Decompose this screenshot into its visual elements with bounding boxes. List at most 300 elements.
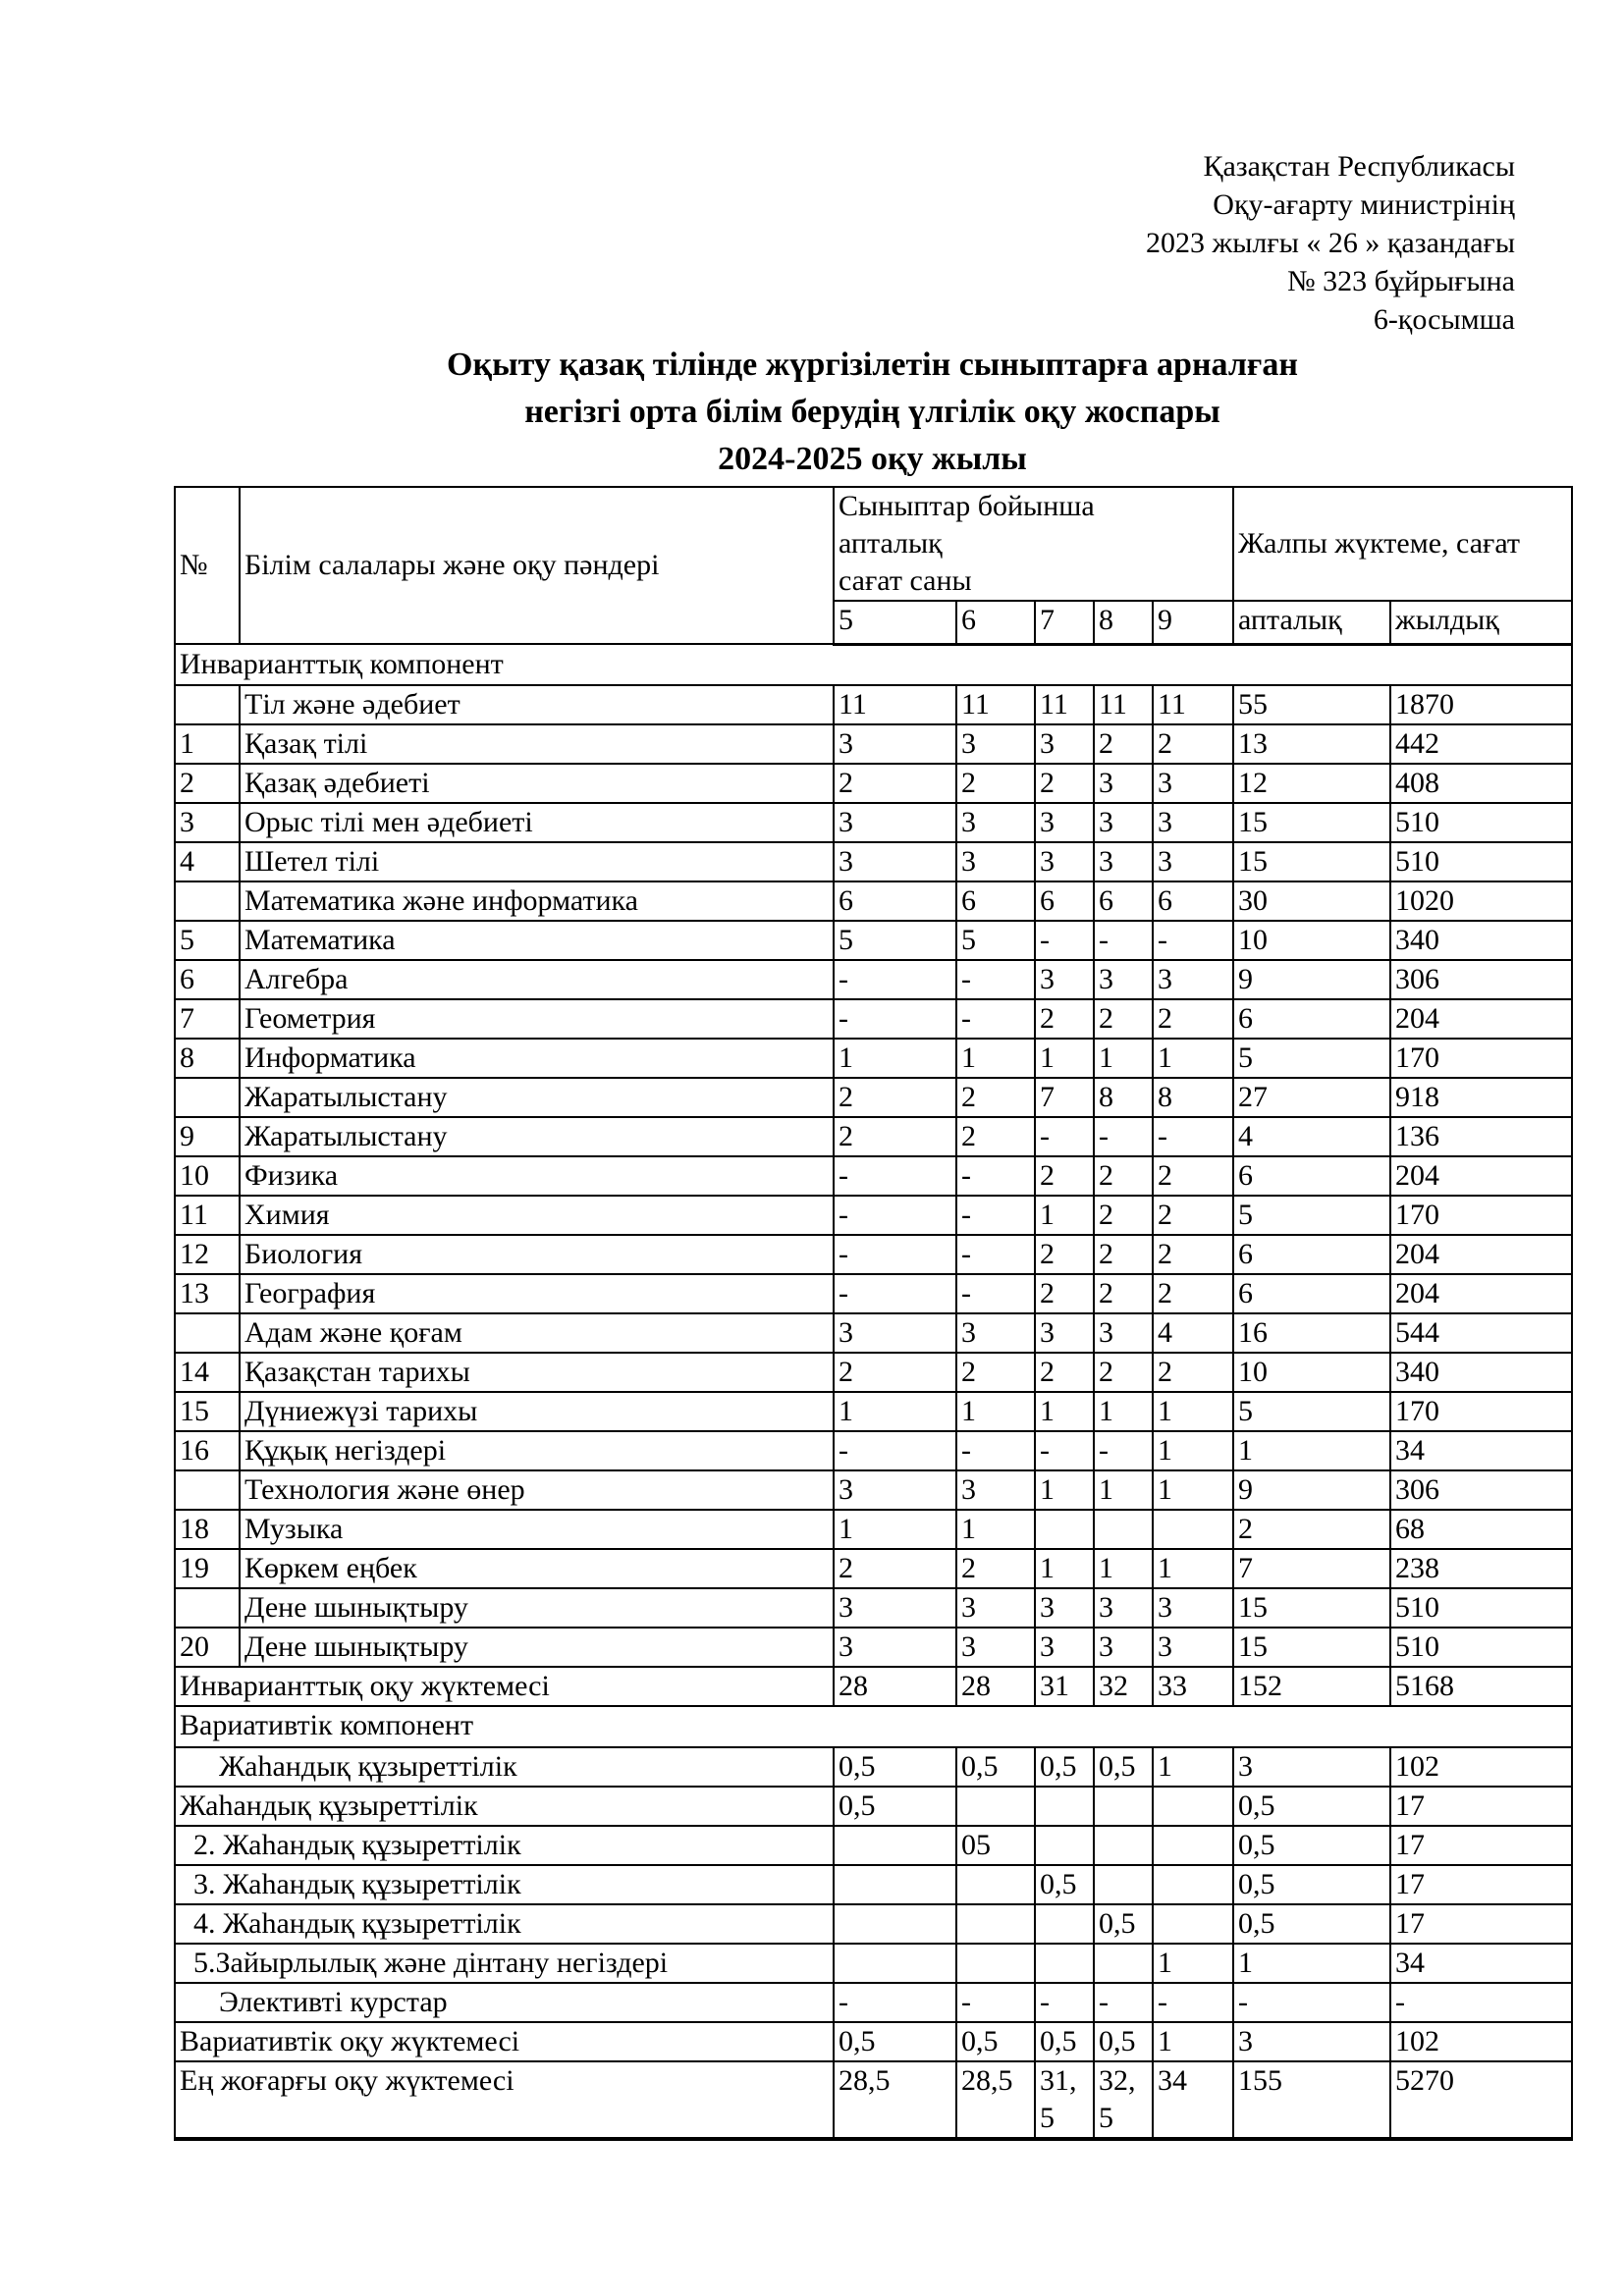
weekly-total-cell: 27 bbox=[1233, 1078, 1390, 1117]
yearly-total-cell: 170 bbox=[1390, 1392, 1572, 1431]
grade-7-cell: - bbox=[1035, 1983, 1094, 2022]
subject-cell: Инварианттық оқу жүктемесі bbox=[175, 1667, 834, 1706]
grade-5-cell: - bbox=[834, 1274, 956, 1313]
grade-9-cell: 3 bbox=[1153, 764, 1233, 803]
grade-5-cell: 6 bbox=[834, 881, 956, 921]
subject-cell: Орыс тілі мен әдебиеті bbox=[240, 803, 834, 842]
grade-5-cell: - bbox=[834, 1983, 956, 2022]
weekly-total-cell: 155 bbox=[1233, 2061, 1390, 2139]
subject-cell: Математика bbox=[240, 921, 834, 960]
grade-8-cell: 3 bbox=[1094, 960, 1153, 999]
grade-5-cell: 2 bbox=[834, 1353, 956, 1392]
table-row bbox=[175, 921, 1572, 960]
grade-6-cell: 28 bbox=[956, 1667, 1035, 1706]
decree-reference-block bbox=[1146, 147, 1515, 339]
subject-cell: Адам және қоғам bbox=[240, 1313, 834, 1353]
grade-8-cell: 0,5 bbox=[1094, 2022, 1153, 2061]
yearly-total-cell: 17 bbox=[1390, 1904, 1572, 1944]
yearly-total-cell: 544 bbox=[1390, 1313, 1572, 1353]
grade-8-cell bbox=[1094, 1944, 1153, 1983]
table-row bbox=[175, 1588, 1572, 1628]
yearly-total-cell: 340 bbox=[1390, 921, 1572, 960]
title-line: Оқыту қазақ тілінде жүргізілетін сыныптарға арналған bbox=[447, 347, 1298, 383]
curriculum-table bbox=[174, 486, 1573, 2141]
grade-5-cell bbox=[834, 1826, 956, 1865]
grade-6-cell: 3 bbox=[956, 1470, 1035, 1510]
grade-8-cell: 2 bbox=[1094, 1274, 1153, 1313]
grade-9-cell: 1 bbox=[1153, 1470, 1233, 1510]
grade-9-cell bbox=[1153, 1787, 1233, 1826]
grade-6-cell: 3 bbox=[956, 1588, 1035, 1628]
grade-9-cell: 1 bbox=[1153, 2022, 1233, 2061]
subject-cell: 2. Жаһандық құзыреттілік bbox=[175, 1826, 834, 1865]
grade-9-cell: 2 bbox=[1153, 1235, 1233, 1274]
weekly-subheader: апталық bbox=[1233, 601, 1390, 644]
subject-cell: Физика bbox=[240, 1156, 834, 1196]
weekly-total-cell: 15 bbox=[1233, 1588, 1390, 1628]
grade-7-cell: 1 bbox=[1035, 1392, 1094, 1431]
grade-9-cell: 8 bbox=[1153, 1078, 1233, 1117]
grade-8-cell: 2 bbox=[1094, 1353, 1153, 1392]
yearly-total-cell: 204 bbox=[1390, 1235, 1572, 1274]
decree-line: Оқу-ағарту министрінің bbox=[1213, 188, 1515, 221]
table-row bbox=[175, 1787, 1572, 1826]
grade-8-cell: 3 bbox=[1094, 842, 1153, 881]
table-row bbox=[175, 1313, 1572, 1353]
table-row bbox=[175, 1274, 1572, 1313]
decree-line: 6-қосымша bbox=[1373, 303, 1515, 336]
num-cell: 15 bbox=[175, 1392, 240, 1431]
grade-9-cell bbox=[1153, 1510, 1233, 1549]
grade-9-cell: 4 bbox=[1153, 1313, 1233, 1353]
grade-7-cell: 3 bbox=[1035, 803, 1094, 842]
table-row bbox=[175, 2061, 1572, 2139]
yearly-total-cell: 204 bbox=[1390, 999, 1572, 1039]
num-cell bbox=[175, 1470, 240, 1510]
decree-line: № 323 бұйрығына bbox=[1287, 265, 1515, 297]
grade-5-cell: 5 bbox=[834, 921, 956, 960]
subject-cell: Элективті курстар bbox=[175, 1983, 834, 2022]
yearly-total-cell: 1020 bbox=[1390, 881, 1572, 921]
subject-cell: Ең жоғарғы оқу жүктемесі bbox=[175, 2061, 834, 2139]
grade-6-cell: 3 bbox=[956, 1628, 1035, 1667]
grade-5-cell bbox=[834, 1904, 956, 1944]
grade-6-cell bbox=[956, 1787, 1035, 1826]
table-row bbox=[175, 1431, 1572, 1470]
num-cell: 20 bbox=[175, 1628, 240, 1667]
table-row bbox=[175, 1392, 1572, 1431]
table-row bbox=[175, 1117, 1572, 1156]
yearly-total-cell: 170 bbox=[1390, 1039, 1572, 1078]
subjects-column-header: Білім салалары және оқу пәндері bbox=[240, 487, 834, 644]
grade-5-cell: - bbox=[834, 1196, 956, 1235]
weekly-total-cell: 10 bbox=[1233, 921, 1390, 960]
weekly-total-cell: 152 bbox=[1233, 1667, 1390, 1706]
grade-7-cell: - bbox=[1035, 921, 1094, 960]
weekly-total-cell: 6 bbox=[1233, 1235, 1390, 1274]
grade-7-cell: 0,5 bbox=[1035, 1865, 1094, 1904]
grade-6-cell: - bbox=[956, 1983, 1035, 2022]
grade-6-cell: - bbox=[956, 1235, 1035, 1274]
grade-8-cell: 3 bbox=[1094, 1588, 1153, 1628]
grade-7-cell: 7 bbox=[1035, 1078, 1094, 1117]
grade-7-header: 7 bbox=[1035, 601, 1094, 644]
grade-8-cell: 11 bbox=[1094, 685, 1153, 724]
table-row bbox=[175, 1747, 1572, 1787]
weekly-hours-header bbox=[834, 487, 1233, 601]
grade-8-cell: - bbox=[1094, 1431, 1153, 1470]
grade-8-cell: 32 bbox=[1094, 1667, 1153, 1706]
table-row bbox=[175, 960, 1572, 999]
grade-7-cell: 2 bbox=[1035, 764, 1094, 803]
grade-7-cell: 0,5 bbox=[1035, 1747, 1094, 1787]
num-cell bbox=[175, 881, 240, 921]
subject-cell: Тіл және әдебиет bbox=[240, 685, 834, 724]
subject-cell: Дүниежүзі тарихы bbox=[240, 1392, 834, 1431]
yearly-subheader: жылдық bbox=[1390, 601, 1572, 644]
grade-5-cell: 2 bbox=[834, 1549, 956, 1588]
num-cell: 6 bbox=[175, 960, 240, 999]
table-header bbox=[175, 487, 1572, 644]
grade-5-cell: 1 bbox=[834, 1510, 956, 1549]
weekly-total-cell: 30 bbox=[1233, 881, 1390, 921]
yearly-total-cell: 102 bbox=[1390, 1747, 1572, 1787]
subject-cell: Құқық негіздері bbox=[240, 1431, 834, 1470]
table-row bbox=[175, 2022, 1572, 2061]
grade-6-cell: 5 bbox=[956, 921, 1035, 960]
grade-9-cell: - bbox=[1153, 1983, 1233, 2022]
yearly-total-cell: 17 bbox=[1390, 1787, 1572, 1826]
title-line: 2024-2025 оқу жылы bbox=[718, 441, 1027, 477]
weekly-total-cell: 13 bbox=[1233, 724, 1390, 764]
grade-6-cell: 2 bbox=[956, 1549, 1035, 1588]
grade-8-cell: 3 bbox=[1094, 1628, 1153, 1667]
yearly-total-cell: 510 bbox=[1390, 1628, 1572, 1667]
grade-8-cell: 1 bbox=[1094, 1549, 1153, 1588]
yearly-total-cell: 170 bbox=[1390, 1196, 1572, 1235]
grade-7-cell: 2 bbox=[1035, 1274, 1094, 1313]
grade-5-cell: 28,5 bbox=[834, 2061, 956, 2139]
grade-5-cell: - bbox=[834, 1235, 956, 1274]
section-row bbox=[175, 1706, 1572, 1747]
yearly-total-cell: 204 bbox=[1390, 1274, 1572, 1313]
grade-9-cell: 3 bbox=[1153, 1588, 1233, 1628]
subject-cell: Жаратылыстану bbox=[240, 1117, 834, 1156]
table-row bbox=[175, 1470, 1572, 1510]
yearly-total-cell: 510 bbox=[1390, 1588, 1572, 1628]
grade-6-cell: 2 bbox=[956, 764, 1035, 803]
num-cell: 9 bbox=[175, 1117, 240, 1156]
grade-5-cell: 11 bbox=[834, 685, 956, 724]
grade-8-cell: 2 bbox=[1094, 724, 1153, 764]
grade-9-cell: 3 bbox=[1153, 1628, 1233, 1667]
weekly-total-cell: 2 bbox=[1233, 1510, 1390, 1549]
yearly-total-cell: 918 bbox=[1390, 1078, 1572, 1117]
num-cell: 7 bbox=[175, 999, 240, 1039]
grade-5-cell: 3 bbox=[834, 1588, 956, 1628]
grade-5-cell: - bbox=[834, 960, 956, 999]
grade-8-cell: 2 bbox=[1094, 1196, 1153, 1235]
grade-7-cell: 3 bbox=[1035, 1628, 1094, 1667]
num-cell: 10 bbox=[175, 1156, 240, 1196]
weekly-total-cell: 55 bbox=[1233, 685, 1390, 724]
subject-cell: Жаһандық құзыреттілік bbox=[175, 1747, 834, 1787]
grade-6-cell: 1 bbox=[956, 1039, 1035, 1078]
subject-cell: Химия bbox=[240, 1196, 834, 1235]
grade-6-cell: 3 bbox=[956, 803, 1035, 842]
grade-8-cell: 2 bbox=[1094, 999, 1153, 1039]
num-cell: 16 bbox=[175, 1431, 240, 1470]
weekly-hours-header-line: апталық bbox=[839, 527, 943, 560]
grade-7-cell: 1 bbox=[1035, 1470, 1094, 1510]
subject-cell: Информатика bbox=[240, 1039, 834, 1078]
grade-8-cell: 8 bbox=[1094, 1078, 1153, 1117]
grade-9-cell: 2 bbox=[1153, 1274, 1233, 1313]
grade-9-cell: 6 bbox=[1153, 881, 1233, 921]
table-row bbox=[175, 1865, 1572, 1904]
grade-8-cell bbox=[1094, 1865, 1153, 1904]
grade-8-cell: - bbox=[1094, 1983, 1153, 2022]
subject-cell: 4. Жаһандық құзыреттілік bbox=[175, 1904, 834, 1944]
grade-5-cell: 3 bbox=[834, 803, 956, 842]
grade-7-cell: - bbox=[1035, 1431, 1094, 1470]
grade-8-cell: 1 bbox=[1094, 1039, 1153, 1078]
table-row bbox=[175, 685, 1572, 724]
table-row bbox=[175, 1628, 1572, 1667]
weekly-total-cell: 15 bbox=[1233, 842, 1390, 881]
grade-6-cell: 1 bbox=[956, 1510, 1035, 1549]
grade-7-cell: 31,5 bbox=[1035, 2061, 1094, 2139]
weekly-total-cell: 4 bbox=[1233, 1117, 1390, 1156]
num-cell: 5 bbox=[175, 921, 240, 960]
section-label: Инварианттық компонент bbox=[175, 644, 1572, 685]
yearly-total-cell: 34 bbox=[1390, 1431, 1572, 1470]
yearly-total-cell: 238 bbox=[1390, 1549, 1572, 1588]
table-row bbox=[175, 1353, 1572, 1392]
weekly-total-cell: 9 bbox=[1233, 960, 1390, 999]
grade-7-cell bbox=[1035, 1510, 1094, 1549]
grade-5-cell: 3 bbox=[834, 724, 956, 764]
num-cell: 2 bbox=[175, 764, 240, 803]
num-column-header: № bbox=[175, 487, 240, 644]
grade-8-cell: 32,5 bbox=[1094, 2061, 1153, 2139]
weekly-total-cell: 16 bbox=[1233, 1313, 1390, 1353]
grade-8-cell bbox=[1094, 1826, 1153, 1865]
grade-9-cell: 1 bbox=[1153, 1747, 1233, 1787]
yearly-total-cell: 5168 bbox=[1390, 1667, 1572, 1706]
grade-7-cell: 1 bbox=[1035, 1196, 1094, 1235]
weekly-total-cell: 5 bbox=[1233, 1392, 1390, 1431]
grade-6-cell: 0,5 bbox=[956, 1747, 1035, 1787]
weekly-total-cell: 7 bbox=[1233, 1549, 1390, 1588]
num-cell: 18 bbox=[175, 1510, 240, 1549]
grade-9-cell: - bbox=[1153, 1117, 1233, 1156]
grade-7-cell: 3 bbox=[1035, 960, 1094, 999]
table-row bbox=[175, 1904, 1572, 1944]
grade-9-cell: 1 bbox=[1153, 1431, 1233, 1470]
grade-9-cell: 3 bbox=[1153, 803, 1233, 842]
yearly-total-cell: 306 bbox=[1390, 1470, 1572, 1510]
subject-cell: Математика және информатика bbox=[240, 881, 834, 921]
weekly-total-cell: 0,5 bbox=[1233, 1865, 1390, 1904]
yearly-total-cell: 17 bbox=[1390, 1865, 1572, 1904]
grade-5-cell: - bbox=[834, 999, 956, 1039]
grade-6-cell: 28,5 bbox=[956, 2061, 1035, 2139]
weekly-total-cell: 5 bbox=[1233, 1039, 1390, 1078]
grade-8-cell: 3 bbox=[1094, 1313, 1153, 1353]
grade-5-cell: 28 bbox=[834, 1667, 956, 1706]
yearly-total-cell: 68 bbox=[1390, 1510, 1572, 1549]
weekly-total-cell: 5 bbox=[1233, 1196, 1390, 1235]
grade-7-cell: 3 bbox=[1035, 842, 1094, 881]
table-row bbox=[175, 1549, 1572, 1588]
grade-5-cell: - bbox=[834, 1431, 956, 1470]
subject-cell: Вариативтік оқу жүктемесі bbox=[175, 2022, 834, 2061]
grade-6-cell: 3 bbox=[956, 842, 1035, 881]
grade-8-cell: 6 bbox=[1094, 881, 1153, 921]
weekly-total-cell: 0,5 bbox=[1233, 1826, 1390, 1865]
grade-6-cell: 2 bbox=[956, 1117, 1035, 1156]
weekly-total-cell: 0,5 bbox=[1233, 1904, 1390, 1944]
weekly-total-cell: 0,5 bbox=[1233, 1787, 1390, 1826]
grade-7-cell: 11 bbox=[1035, 685, 1094, 724]
num-cell: 4 bbox=[175, 842, 240, 881]
table-row bbox=[175, 1983, 1572, 2022]
grade-9-cell: 1 bbox=[1153, 1392, 1233, 1431]
subject-cell: Геометрия bbox=[240, 999, 834, 1039]
grade-6-cell bbox=[956, 1944, 1035, 1983]
weekly-total-cell: 1 bbox=[1233, 1431, 1390, 1470]
grade-5-cell: 1 bbox=[834, 1392, 956, 1431]
yearly-total-cell: 102 bbox=[1390, 2022, 1572, 2061]
grade-6-cell: 2 bbox=[956, 1353, 1035, 1392]
decree-line: Қазақстан Республикасы bbox=[1203, 150, 1515, 183]
table-row bbox=[175, 803, 1572, 842]
grade-5-cell: 3 bbox=[834, 842, 956, 881]
yearly-total-cell: 136 bbox=[1390, 1117, 1572, 1156]
weekly-total-cell: 1 bbox=[1233, 1944, 1390, 1983]
yearly-total-cell: - bbox=[1390, 1983, 1572, 2022]
grade-9-cell: 34 bbox=[1153, 2061, 1233, 2139]
subject-cell: Технология және өнер bbox=[240, 1470, 834, 1510]
grade-6-cell: 11 bbox=[956, 685, 1035, 724]
weekly-total-cell: 6 bbox=[1233, 1274, 1390, 1313]
weekly-total-cell: 10 bbox=[1233, 1353, 1390, 1392]
yearly-total-cell: 442 bbox=[1390, 724, 1572, 764]
grade-6-cell bbox=[956, 1904, 1035, 1944]
grade-9-cell: 2 bbox=[1153, 724, 1233, 764]
grade-5-cell: 0,5 bbox=[834, 2022, 956, 2061]
yearly-total-cell: 1870 bbox=[1390, 685, 1572, 724]
grade-9-cell bbox=[1153, 1826, 1233, 1865]
num-cell bbox=[175, 685, 240, 724]
num-cell bbox=[175, 1078, 240, 1117]
grade-6-cell: 05 bbox=[956, 1826, 1035, 1865]
grade-6-cell: 1 bbox=[956, 1392, 1035, 1431]
grade-7-cell: - bbox=[1035, 1117, 1094, 1156]
grade-9-cell: 33 bbox=[1153, 1667, 1233, 1706]
num-cell bbox=[175, 1588, 240, 1628]
grade-5-cell: 2 bbox=[834, 1078, 956, 1117]
grade-6-cell: 3 bbox=[956, 1313, 1035, 1353]
weekly-total-cell: 3 bbox=[1233, 2022, 1390, 2061]
yearly-total-cell: 17 bbox=[1390, 1826, 1572, 1865]
grade-9-header: 9 bbox=[1153, 601, 1233, 644]
grade-7-cell: 6 bbox=[1035, 881, 1094, 921]
weekly-total-cell: 15 bbox=[1233, 1628, 1390, 1667]
grade-9-cell: 2 bbox=[1153, 1353, 1233, 1392]
grade-7-cell: 1 bbox=[1035, 1039, 1094, 1078]
grade-6-cell: - bbox=[956, 960, 1035, 999]
grade-7-cell: 0,5 bbox=[1035, 2022, 1094, 2061]
grade-7-cell: 2 bbox=[1035, 1353, 1094, 1392]
table-row bbox=[175, 1667, 1572, 1706]
subject-cell: Көркем еңбек bbox=[240, 1549, 834, 1588]
num-cell: 11 bbox=[175, 1196, 240, 1235]
grade-7-cell: 2 bbox=[1035, 1156, 1094, 1196]
subject-cell: Қазақ әдебиеті bbox=[240, 764, 834, 803]
grade-8-cell: 1 bbox=[1094, 1392, 1153, 1431]
grade-8-cell bbox=[1094, 1787, 1153, 1826]
grade-7-cell: 2 bbox=[1035, 1235, 1094, 1274]
grade-7-cell bbox=[1035, 1904, 1094, 1944]
yearly-total-cell: 306 bbox=[1390, 960, 1572, 999]
num-cell: 12 bbox=[175, 1235, 240, 1274]
section-label: Вариативтік компонент bbox=[175, 1706, 1572, 1747]
table-row bbox=[175, 999, 1572, 1039]
grade-8-cell: 3 bbox=[1094, 764, 1153, 803]
grade-7-cell bbox=[1035, 1826, 1094, 1865]
num-cell: 1 bbox=[175, 724, 240, 764]
grade-8-cell: - bbox=[1094, 1117, 1153, 1156]
grade-8-cell: - bbox=[1094, 921, 1153, 960]
weekly-hours-header-line: Сыныптар бойынша bbox=[839, 490, 1095, 522]
yearly-total-cell: 5270 bbox=[1390, 2061, 1572, 2139]
yearly-total-cell: 34 bbox=[1390, 1944, 1572, 1983]
subject-cell: Дене шынықтыру bbox=[240, 1588, 834, 1628]
grade-7-cell: 3 bbox=[1035, 1588, 1094, 1628]
subject-cell: Жаратылыстану bbox=[240, 1078, 834, 1117]
table-row bbox=[175, 1510, 1572, 1549]
grade-5-header: 5 bbox=[834, 601, 956, 644]
grade-9-cell: 11 bbox=[1153, 685, 1233, 724]
yearly-total-cell: 510 bbox=[1390, 803, 1572, 842]
grade-6-cell bbox=[956, 1865, 1035, 1904]
grade-5-cell: 3 bbox=[834, 1470, 956, 1510]
table-row bbox=[175, 1944, 1572, 1983]
subject-cell: Шетел тілі bbox=[240, 842, 834, 881]
grade-7-cell: 1 bbox=[1035, 1549, 1094, 1588]
grade-9-cell: 3 bbox=[1153, 960, 1233, 999]
table-row bbox=[175, 1078, 1572, 1117]
num-cell: 19 bbox=[175, 1549, 240, 1588]
title-line: негізгі орта білім берудің үлгілік оқу жоспары bbox=[524, 394, 1220, 430]
weekly-hours-header-line: сағат саны bbox=[839, 564, 972, 597]
grade-8-cell bbox=[1094, 1510, 1153, 1549]
grade-5-cell: 1 bbox=[834, 1039, 956, 1078]
num-cell: 8 bbox=[175, 1039, 240, 1078]
table-row bbox=[175, 1156, 1572, 1196]
grade-9-cell: - bbox=[1153, 921, 1233, 960]
grade-7-cell bbox=[1035, 1787, 1094, 1826]
grade-9-cell: 1 bbox=[1153, 1549, 1233, 1588]
grade-5-cell: 3 bbox=[834, 1313, 956, 1353]
subject-cell: Биология bbox=[240, 1235, 834, 1274]
grade-6-cell: - bbox=[956, 1156, 1035, 1196]
subject-cell: 5.Зайырлылық және дінтану негіздері bbox=[175, 1944, 834, 1983]
weekly-total-cell: 3 bbox=[1233, 1747, 1390, 1787]
weekly-total-cell: 6 bbox=[1233, 999, 1390, 1039]
